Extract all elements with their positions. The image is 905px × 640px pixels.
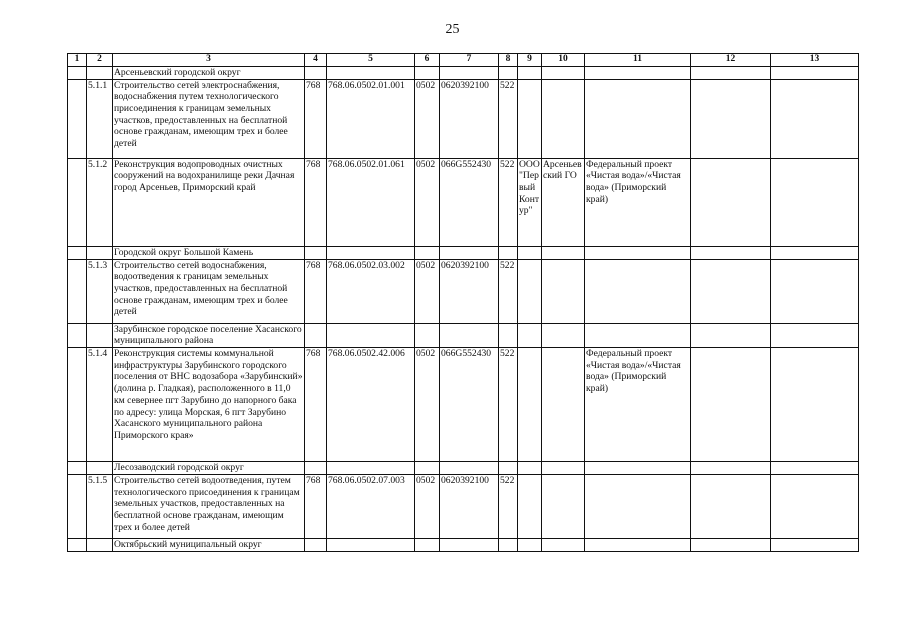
section-row [68,538,859,551]
section-row [68,323,859,347]
cell-col11: Федеральный проект «Чистая вода»/«Чистая вода» (Приморский край) [585,158,691,246]
column-header: 2 [87,54,113,67]
budget-table [67,53,859,552]
cell-col7: 066G552430 [440,347,499,461]
cell-col9 [518,474,542,538]
cell-col7: 0620392100 [440,79,499,158]
cell-col9 [518,79,542,158]
cell-col10: Арсеньевский ГО [542,158,585,246]
cell-col11 [585,79,691,158]
table-row [68,474,859,538]
cell-col10 [542,79,585,158]
cell-col7: 066G552430 [440,158,499,246]
item-description: Строительство сетей водоснабжения, водоотведения к границам земельных участков, предоставленных на бесплатной основе гражданам, имеющим трех и более детей [113,259,305,323]
column-header: 4 [305,54,327,67]
cell-col9 [518,347,542,461]
header-row [68,54,859,67]
cell-col13 [771,259,859,323]
cell-col9 [518,259,542,323]
item-description: Строительство сетей водоотведения, путем технологического присоединения к границам земельных участков, предоставленных на бесплатной основе гражданам, имеющим трех и более детей [113,474,305,538]
column-header: 9 [518,54,542,67]
cell-col7: 0620392100 [440,259,499,323]
cell-col12 [691,79,771,158]
cell-col8: 522 [499,474,518,538]
item-description: Строительство сетей электроснабжения, водоснабжения путем технологического присоединения к границам земельных участков, предоставленных на бесплатной основе гражданам, имеющим трех и более детей [113,79,305,158]
cell-col12 [691,347,771,461]
cell-col13 [771,347,859,461]
column-header: 5 [327,54,415,67]
table-row [68,347,859,461]
item-description: Реконструкция системы коммунальной инфраструктуры Зарубинского городского поселения от ВНС водозабора «Зарубинский» (долина р. Гладкая), расположенного в 11,0 км севернее пгт Зарубино до напорного бака по адресу: улица Морская, 6 пгт Зарубино Хасанского муниципального района Приморского края» [113,347,305,461]
column-header: 1 [68,54,87,67]
cell-col4: 768 [305,79,327,158]
cell-col4: 768 [305,158,327,246]
cell-col4: 768 [305,347,327,461]
item-number: 5.1.2 [87,158,113,246]
cell-col5: 768.06.0502.07.003 [327,474,415,538]
cell-col6: 0502 [415,474,440,538]
section-title: Зарубинское городское поселение Хасанского муниципального района [113,323,305,347]
column-header: 12 [691,54,771,67]
section-row [68,66,859,79]
cell-col6: 0502 [415,79,440,158]
cell-col5: 768.06.0502.01.061 [327,158,415,246]
section-title: Арсеньевский городской округ [113,66,305,79]
cell-col4: 768 [305,474,327,538]
cell-col7: 0620392100 [440,474,499,538]
cell-col10 [542,347,585,461]
column-header: 11 [585,54,691,67]
column-header: 7 [440,54,499,67]
cell-col11 [585,259,691,323]
cell-col13 [771,474,859,538]
cell-col12 [691,259,771,323]
table-row [68,79,859,158]
cell-col6: 0502 [415,158,440,246]
cell-col12 [691,158,771,246]
cell-col11 [585,474,691,538]
cell-col6: 0502 [415,347,440,461]
section-row [68,246,859,259]
cell-col8: 522 [499,79,518,158]
cell-col4: 768 [305,259,327,323]
table-row [68,158,859,246]
cell-col11: Федеральный проект «Чистая вода»/«Чистая вода» (Приморский край) [585,347,691,461]
section-title: Городской округ Большой Камень [113,246,305,259]
cell-col6: 0502 [415,259,440,323]
cell-col10 [542,259,585,323]
cell-col9: ООО "Первый Контур" [518,158,542,246]
cell-col8: 522 [499,347,518,461]
item-description: Реконструкция водопроводных очистных сооружений на водохранилище реки Дачная город Арсеньев, Приморский край [113,158,305,246]
column-header: 6 [415,54,440,67]
cell-col5: 768.06.0502.01.001 [327,79,415,158]
cell-col13 [771,79,859,158]
cell-col12 [691,474,771,538]
section-row [68,461,859,474]
section-title: Лесозаводский городской округ [113,461,305,474]
column-header: 8 [499,54,518,67]
item-number: 5.1.4 [87,347,113,461]
section-title: Октябрьский муниципальный округ [113,538,305,551]
cell-col8: 522 [499,259,518,323]
column-header: 3 [113,54,305,67]
column-header: 10 [542,54,585,67]
cell-col8: 522 [499,158,518,246]
column-header: 13 [771,54,859,67]
cell-col5: 768.06.0502.03.002 [327,259,415,323]
item-number: 5.1.1 [87,79,113,158]
item-number: 5.1.5 [87,474,113,538]
cell-col13 [771,158,859,246]
cell-col5: 768.06.0502.42.006 [327,347,415,461]
table-row [68,259,859,323]
item-number: 5.1.3 [87,259,113,323]
cell-col10 [542,474,585,538]
page-number: 25 [445,22,460,37]
